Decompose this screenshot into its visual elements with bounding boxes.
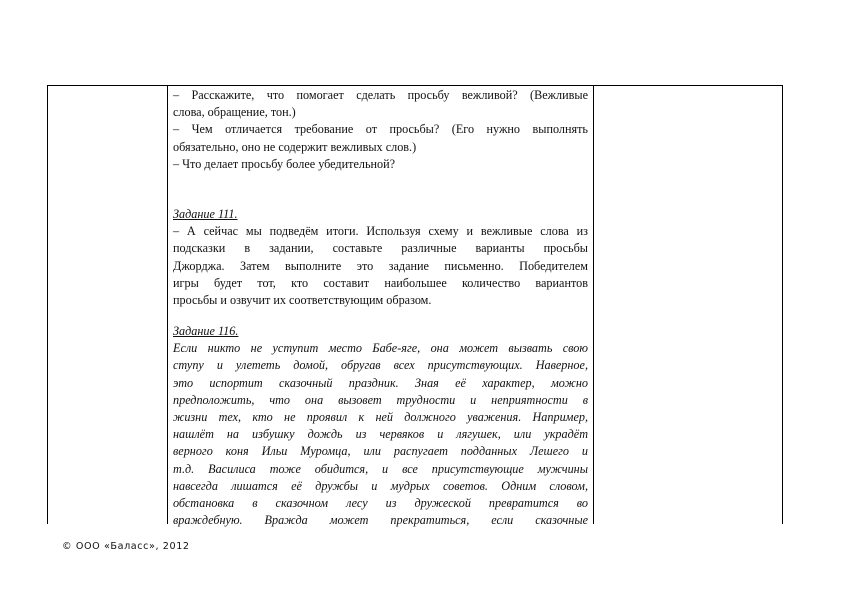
task-116-line: нашлёт на избушку дождь из червяков и лягушек, или украдёт xyxy=(173,427,588,442)
task-111-heading: Задание 111. xyxy=(173,207,238,221)
task-116-line: ступу и улететь домой, обругав всех присутствующих. Наверное, xyxy=(173,358,588,373)
table-right-border xyxy=(782,85,783,524)
task-111-block xyxy=(173,206,588,309)
question-line: – Чем отличается требование от просьбы? (Его нужно выполнять xyxy=(173,122,588,137)
task-116-line: Если никто не уступит место Бабе-яге, она может вызвать свою xyxy=(173,341,588,356)
task-111-line: просьбы и озвучит их соответствующим образом. xyxy=(173,293,432,308)
task-116-line: навсегда лишатся её дружбы и мудрых советов. Одним словом, xyxy=(173,478,588,493)
task-116-heading: Задание 116. xyxy=(173,324,239,338)
task-116-line: т.д. Василиса тоже обидится, и все присутствующие мужчины xyxy=(173,461,588,476)
table-top-border xyxy=(47,85,783,86)
question-line: – Расскажите, что помогает сделать просьбу вежливой? (Вежливые xyxy=(173,88,588,102)
task-111-line: подсказки в задании, составьте различные варианты просьбы xyxy=(173,241,588,256)
table-left-border xyxy=(47,85,48,524)
task-111-line: – А сейчас мы подведём итоги. Используя схему и вежливые слова из xyxy=(173,224,588,239)
questions-block xyxy=(173,87,588,173)
task-116-block xyxy=(173,323,588,529)
task-116-line: жизни тех, кто не проявил к ней должного уважения. Например, xyxy=(173,410,588,425)
question-line: – Что делает просьбу более убедительной? xyxy=(173,156,396,171)
copyright-footer: © ООО «Баласс», 2012 xyxy=(62,541,190,552)
task-116-line: верного коня Ильи Муромца, или распугает подданных Лешего и xyxy=(173,444,588,459)
question-line: слова, обращение, тон.) xyxy=(173,105,296,120)
column-divider-2 xyxy=(593,85,594,524)
task-111-line: игры будет тот, кто составит наибольшее количество вариантов xyxy=(173,275,588,290)
task-116-line: обстановка в сказочном лесу из дружеской превратится во xyxy=(173,496,588,511)
task-111-line: Джорджа. Затем выполните это задание письменно. Победителем xyxy=(173,258,588,273)
column-divider-1 xyxy=(167,85,168,524)
task-116-line: враждебную. Вражда может прекратиться, если сказочные xyxy=(173,513,588,528)
question-line: обязательно, оно не содержит вежливых слов.) xyxy=(173,139,417,154)
task-116-line: это испортит сказочный праздник. Зная её характер, можно xyxy=(173,375,588,390)
task-116-line: предположить, что она вызовет трудности и неприятности в xyxy=(173,392,588,407)
